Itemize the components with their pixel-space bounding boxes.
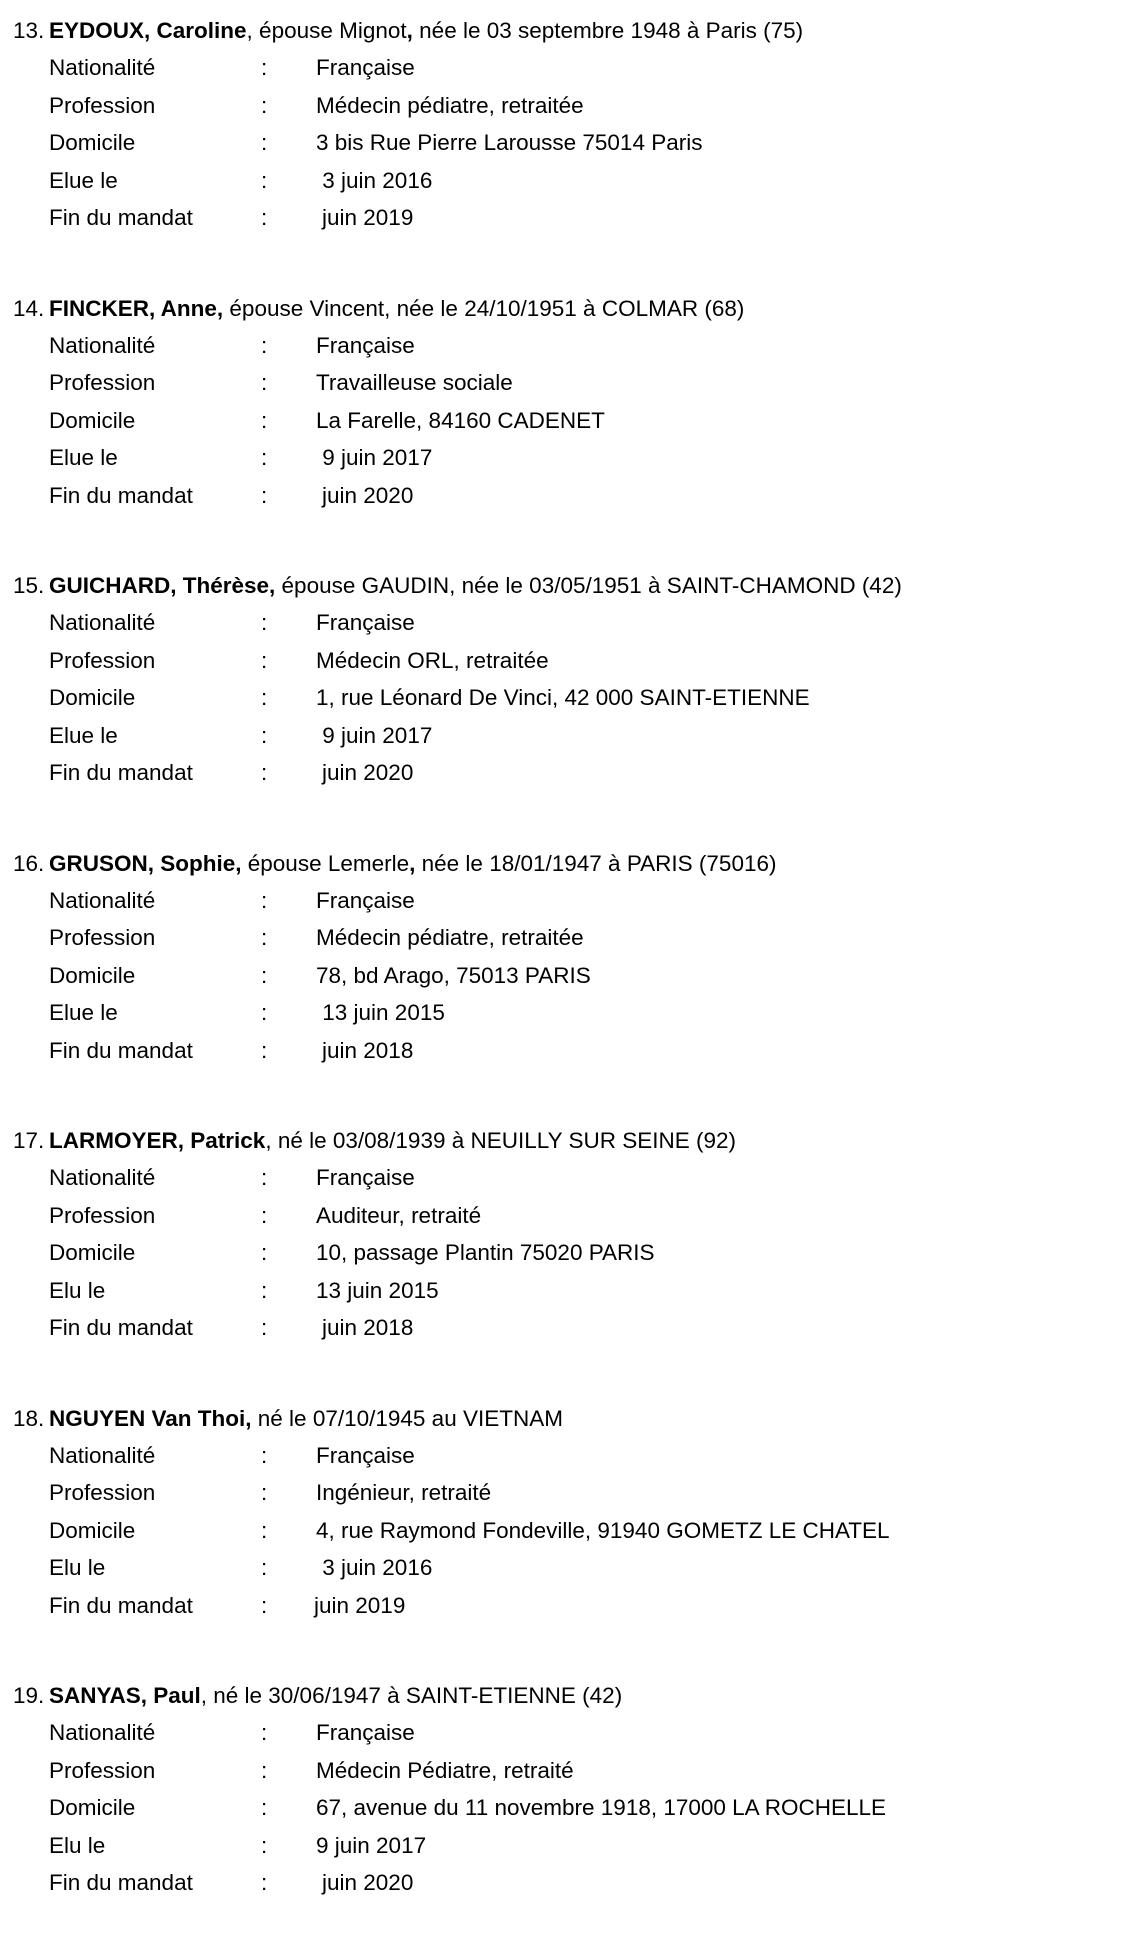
bold-comma: , — [409, 850, 416, 876]
member-heading — [13, 1122, 1123, 1159]
entry-number: 17. — [13, 1128, 45, 1153]
field-separator: : — [261, 1720, 268, 1745]
field-value: Médecin pédiatre, retraitée — [316, 92, 584, 118]
field-label: Profession — [49, 1757, 156, 1783]
field-separator: : — [261, 647, 268, 673]
field-separator: : — [261, 130, 268, 155]
member-name: GUICHARD, Thérèse, — [49, 573, 276, 598]
member-details: épouse Lemerle — [241, 850, 410, 876]
field-label: Fin du mandat — [49, 482, 193, 508]
field-elected — [13, 162, 1123, 200]
entry-number: 16. — [13, 850, 45, 876]
member-details: , né le 03/08/1939 à NEUILLY SUR SEINE (92) — [265, 1128, 736, 1153]
field-label: Profession — [49, 647, 156, 673]
field-label: Elu le — [49, 1277, 106, 1303]
field-label: Domicile — [49, 1517, 136, 1543]
member-details: , né le 30/06/1947 à SAINT-ETIENNE (42) — [200, 1683, 623, 1708]
field-separator: : — [261, 1832, 268, 1858]
field-separator: : — [261, 1592, 268, 1618]
member-details: épouse Vincent, née le 24/10/1951 à COLMAR (68) — [223, 295, 745, 321]
field-nationality — [13, 49, 1123, 87]
field-separator: : — [261, 760, 268, 785]
field-label: Fin du mandat — [49, 1315, 193, 1340]
field-value: juin 2020 — [322, 1870, 414, 1895]
member-birth: née le 03 septembre 1948 à Paris (75) — [412, 18, 804, 43]
field-label: Elue le — [49, 1000, 118, 1025]
bold-comma: , — [406, 18, 413, 43]
field-label: Fin du mandat — [49, 1037, 193, 1063]
field-label: Elue le — [49, 722, 118, 748]
field-value: Travailleuse sociale — [316, 370, 513, 395]
field-separator: : — [261, 1277, 268, 1303]
field-value: 3 juin 2016 — [316, 1555, 433, 1580]
field-label: Elue le — [49, 167, 118, 193]
field-elected — [13, 1549, 1123, 1587]
member-heading — [13, 12, 1123, 49]
field-term-end — [13, 1032, 1123, 1070]
field-value: Auditeur, retraité — [316, 1202, 482, 1228]
member-heading — [13, 1400, 1123, 1437]
member-details: né le 07/10/1945 au VIETNAM — [251, 1405, 563, 1431]
field-label: Fin du mandat — [49, 205, 193, 230]
entry-number: 19. — [13, 1683, 45, 1708]
field-value: Française — [316, 1720, 415, 1745]
field-value: Médecin Pédiatre, retraité — [316, 1757, 574, 1783]
field-label: Profession — [49, 370, 156, 395]
entry-number: 13. — [13, 18, 45, 43]
member-details: , épouse Mignot — [246, 18, 407, 43]
entry-number: 18. — [13, 1405, 45, 1431]
field-nationality — [13, 1437, 1123, 1475]
field-separator: : — [261, 1202, 268, 1228]
field-term-end — [13, 754, 1123, 792]
member-entry — [13, 1677, 1123, 1902]
field-separator: : — [261, 445, 268, 470]
field-value: juin 2018 — [322, 1037, 414, 1063]
member-entry — [13, 290, 1123, 515]
field-separator: : — [261, 1555, 268, 1580]
member-entry — [13, 12, 1123, 237]
field-label: Domicile — [49, 962, 136, 988]
field-value: Française — [316, 1442, 415, 1468]
field-value: juin 2019 — [314, 1592, 406, 1618]
field-value: juin 2020 — [322, 482, 414, 508]
member-list — [13, 12, 1123, 1955]
field-separator: : — [261, 167, 268, 193]
member-entry — [13, 567, 1123, 792]
field-label: Nationalité — [49, 1442, 156, 1468]
field-value: 67, avenue du 11 novembre 1918, 17000 LA ROCHELLE — [316, 1795, 886, 1820]
field-label: Profession — [49, 1202, 156, 1228]
field-elected — [13, 439, 1123, 477]
field-label: Nationalité — [49, 1720, 156, 1745]
field-label: Profession — [49, 925, 156, 950]
field-separator: : — [261, 1000, 268, 1025]
field-domicile — [13, 1512, 1123, 1550]
member-name: EYDOUX, Caroline — [49, 18, 247, 43]
field-label: Nationalité — [49, 887, 156, 913]
field-value: Française — [316, 1165, 415, 1190]
field-nationality — [13, 1714, 1123, 1752]
field-label: Domicile — [49, 407, 136, 433]
field-label: Profession — [49, 1480, 156, 1505]
field-value: Française — [316, 332, 415, 358]
field-separator: : — [261, 887, 268, 913]
field-term-end — [13, 1864, 1123, 1902]
field-value: juin 2019 — [322, 205, 414, 230]
field-value: Ingénieur, retraité — [316, 1480, 492, 1505]
field-term-end — [13, 199, 1123, 237]
member-details: épouse GAUDIN, née le 03/05/1951 à SAINT-CHAMOND (42) — [275, 573, 902, 598]
field-value: Française — [316, 610, 415, 635]
field-nationality — [13, 604, 1123, 642]
field-separator: : — [261, 407, 268, 433]
member-heading — [13, 567, 1123, 604]
field-label: Domicile — [49, 1240, 136, 1265]
member-name: LARMOYER, Patrick — [49, 1128, 266, 1153]
field-separator: : — [261, 1315, 268, 1340]
field-label: Elue le — [49, 445, 118, 470]
member-heading — [13, 290, 1123, 327]
field-label: Profession — [49, 92, 156, 118]
field-nationality — [13, 1159, 1123, 1197]
field-separator: : — [261, 205, 268, 230]
field-elected — [13, 994, 1123, 1032]
field-value: 3 juin 2016 — [316, 167, 433, 193]
field-profession — [13, 642, 1123, 680]
field-domicile — [13, 957, 1123, 995]
field-value: 9 juin 2017 — [316, 445, 433, 470]
field-separator: : — [261, 1517, 268, 1543]
field-term-end — [13, 1309, 1123, 1347]
field-value: 4, rue Raymond Fondeville, 91940 GOMETZ LE CHATEL — [316, 1517, 890, 1543]
field-separator: : — [261, 332, 268, 358]
field-elected — [13, 1272, 1123, 1310]
member-name: SANYAS, Paul — [49, 1683, 201, 1708]
field-value: 78, bd Arago, 75013 PARIS — [316, 962, 591, 988]
field-value: 13 juin 2015 — [316, 1000, 445, 1025]
field-label: Elu le — [49, 1832, 106, 1858]
field-label: Fin du mandat — [49, 760, 193, 785]
member-entry — [13, 1400, 1123, 1625]
field-label: Nationalité — [49, 55, 156, 80]
field-separator: : — [261, 1165, 268, 1190]
member-name: FINCKER, Anne, — [49, 295, 224, 321]
field-separator: : — [261, 1442, 268, 1468]
member-heading — [13, 1677, 1123, 1714]
field-domicile — [13, 124, 1123, 162]
member-birth: née le 18/01/1947 à PARIS (75016) — [415, 850, 777, 876]
field-profession — [13, 1197, 1123, 1235]
member-entry — [13, 1122, 1123, 1347]
field-separator: : — [261, 722, 268, 748]
field-separator: : — [261, 1480, 268, 1505]
field-value: 9 juin 2017 — [316, 1832, 427, 1858]
field-separator: : — [261, 1757, 268, 1783]
field-value: Française — [316, 55, 415, 80]
field-term-end — [13, 1587, 1123, 1625]
field-value: 1, rue Léonard De Vinci, 42 000 SAINT-ETIENNE — [316, 685, 810, 710]
field-label: Domicile — [49, 1795, 136, 1820]
field-value: 13 juin 2015 — [316, 1277, 439, 1303]
field-domicile — [13, 1789, 1123, 1827]
field-profession — [13, 364, 1123, 402]
field-domicile — [13, 1234, 1123, 1272]
field-value: juin 2018 — [322, 1315, 414, 1340]
field-profession — [13, 87, 1123, 125]
member-name: NGUYEN Van Thoi, — [49, 1405, 252, 1431]
field-value: 3 bis Rue Pierre Larousse 75014 Paris — [316, 130, 703, 155]
field-separator: : — [261, 685, 268, 710]
field-label: Elu le — [49, 1555, 106, 1580]
field-separator: : — [261, 1037, 268, 1063]
field-domicile — [13, 679, 1123, 717]
field-separator: : — [261, 1870, 268, 1895]
field-value: juin 2020 — [322, 760, 414, 785]
field-value: Médecin ORL, retraitée — [316, 647, 549, 673]
field-elected — [13, 717, 1123, 755]
field-separator: : — [261, 370, 268, 395]
field-nationality — [13, 882, 1123, 920]
field-label: Domicile — [49, 130, 136, 155]
field-elected — [13, 1827, 1123, 1865]
field-separator: : — [261, 55, 268, 80]
entry-number: 14. — [13, 295, 45, 321]
field-label: Fin du mandat — [49, 1592, 193, 1618]
field-separator: : — [261, 92, 268, 118]
field-separator: : — [261, 1240, 268, 1265]
field-term-end — [13, 477, 1123, 515]
field-separator: : — [261, 962, 268, 988]
field-separator: : — [261, 925, 268, 950]
field-profession — [13, 919, 1123, 957]
field-profession — [13, 1474, 1123, 1512]
field-separator: : — [261, 1795, 268, 1820]
field-value: La Farelle, 84160 CADENET — [316, 407, 605, 433]
member-name: GRUSON, Sophie, — [49, 850, 242, 876]
field-nationality — [13, 327, 1123, 365]
member-entry — [13, 845, 1123, 1070]
field-value: 10, passage Plantin 75020 PARIS — [316, 1240, 655, 1265]
field-profession — [13, 1752, 1123, 1790]
field-value: Médecin pédiatre, retraitée — [316, 925, 584, 950]
field-label: Domicile — [49, 685, 136, 710]
field-label: Nationalité — [49, 1165, 156, 1190]
entry-number: 15. — [13, 573, 45, 598]
field-label: Nationalité — [49, 610, 156, 635]
field-label: Fin du mandat — [49, 1870, 193, 1895]
field-separator: : — [261, 610, 268, 635]
field-value: 9 juin 2017 — [316, 722, 433, 748]
field-domicile — [13, 402, 1123, 440]
member-heading — [13, 845, 1123, 882]
field-label: Nationalité — [49, 332, 156, 358]
field-separator: : — [261, 482, 268, 508]
field-value: Française — [316, 887, 415, 913]
